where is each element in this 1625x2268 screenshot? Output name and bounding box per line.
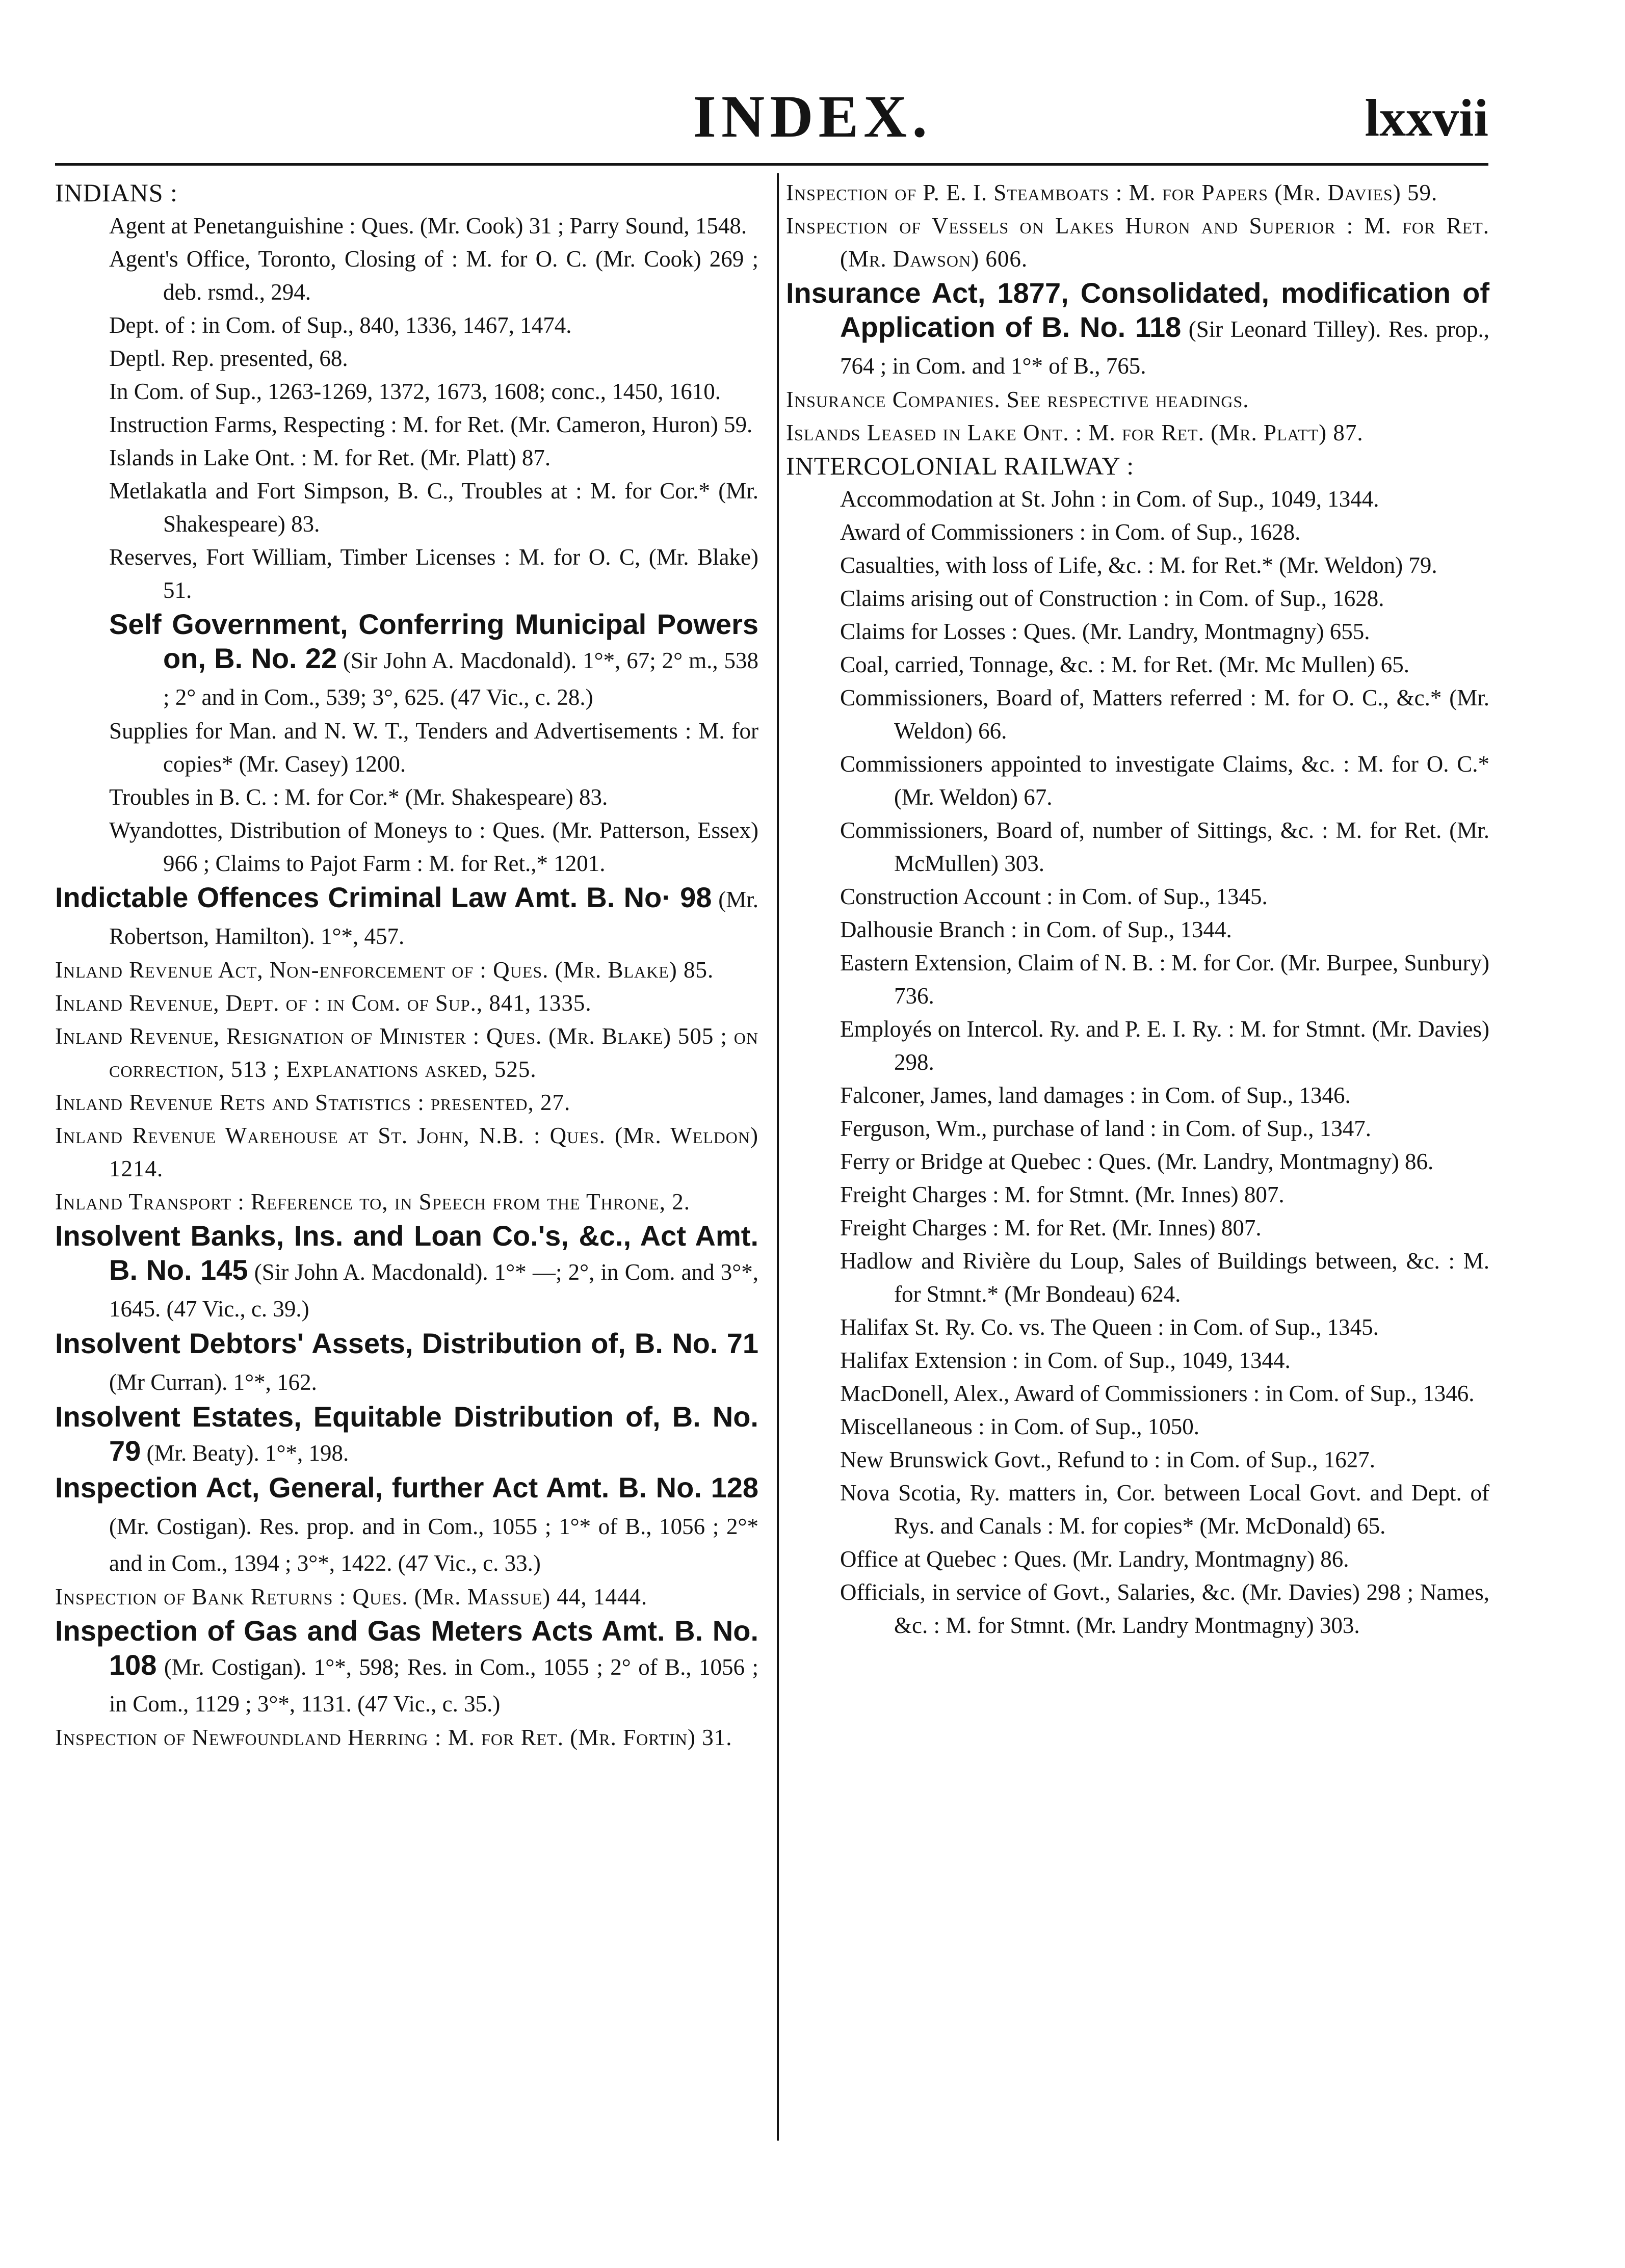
index-entry-text: MacDonell, Alex., Award of Commissioners : in Com. of Sup., 1346. bbox=[840, 1381, 1475, 1406]
index-entry-text: Commissioners appointed to investigate Claims, &c. : M. for O. C.* (Mr. Weldon) 67. bbox=[840, 751, 1489, 810]
index-entry bbox=[786, 549, 1489, 582]
index-entry-text: Officials, in service of Govt., Salaries, &c. (Mr. Davies) 298 ; Names, &c. : M. for Stmnt. (Mr. Landry Montmagny) 303. bbox=[840, 1579, 1489, 1638]
index-entry bbox=[786, 1178, 1489, 1211]
index-entry bbox=[786, 582, 1489, 615]
index-entry bbox=[55, 1219, 758, 1326]
index-entry bbox=[55, 781, 758, 814]
index-entry-text: Insurance Act, 1877, Consolidated, modification of Application of B. No. 118 bbox=[786, 277, 1489, 343]
page-header bbox=[0, 0, 1625, 168]
index-entry bbox=[55, 715, 758, 781]
index-entry-text: Metlakatla and Fort Simpson, B. C., Troubles at : M. for Cor.* (Mr. Shakespeare) 83. bbox=[109, 478, 758, 537]
index-entry-reference: (Mr Curran). 1°*, 162. bbox=[109, 1369, 317, 1395]
index-entry-text: Commissioners, Board of, Matters referred : M. for O. C., &c.* (Mr. Weldon) 66. bbox=[840, 685, 1489, 744]
index-entry bbox=[786, 1476, 1489, 1543]
index-entry-text: Inland Revenue, Resignation of Minister : Ques. (Mr. Blake) 505 ; on correction, 513 ; Explanations asked, 525. bbox=[55, 1023, 758, 1082]
index-entry bbox=[786, 516, 1489, 549]
index-entry-text: Insolvent Debtors' Assets, Distribution of, B. No. 71 bbox=[55, 1327, 758, 1359]
right-column bbox=[786, 176, 1489, 1642]
index-entry bbox=[55, 1326, 758, 1400]
index-entry-text: Supplies for Man. and N. W. T., Tenders and Advertisements : M. for copies* (Mr. Casey) 1200. bbox=[109, 718, 758, 777]
index-entry-text: Instruction Farms, Respecting : M. for Ret. (Mr. Cameron, Huron) 59. bbox=[109, 412, 753, 437]
index-entry-text: Inspection of Bank Returns : Ques. (Mr. Massue) 44, 1444. bbox=[55, 1584, 648, 1610]
index-entry-reference: (Sir John A. Macdonald). 1°* —; 2°, in Com. and 3°*, 1645. (47 Vic., c. 39.) bbox=[109, 1259, 758, 1322]
index-entry-text: Deptl. Rep. presented, 68. bbox=[109, 346, 348, 371]
index-entry bbox=[55, 375, 758, 408]
index-entry bbox=[55, 1086, 758, 1119]
index-entry bbox=[55, 954, 758, 987]
index-entry bbox=[786, 176, 1489, 209]
index-entry bbox=[786, 416, 1489, 450]
left-column bbox=[55, 176, 758, 1754]
index-entry-text: Coal, carried, Tonnage, &c. : M. for Ret. (Mr. Mc Mullen) 65. bbox=[840, 652, 1410, 677]
index-entry-text: Nova Scotia, Ry. matters in, Cor. between Local Govt. and Dept. of Rys. and Canals : M. for copies* (Mr. McDonald) 65. bbox=[840, 1480, 1489, 1539]
index-entry-text: Falconer, James, land damages : in Com. of Sup., 1346. bbox=[840, 1083, 1351, 1108]
index-entry-text: Freight Charges : M. for Stmnt. (Mr. Innes) 807. bbox=[840, 1182, 1285, 1207]
index-entry-text: Islands in Lake Ont. : M. for Ret. (Mr. Platt) 87. bbox=[109, 445, 551, 470]
index-entry-text: Halifax Extension : in Com. of Sup., 1049, 1344. bbox=[840, 1348, 1291, 1373]
index-entry-text: Insolvent Banks, Ins. and Loan Co.'s, &c., Act Amt. B. No. 145 bbox=[55, 1220, 758, 1286]
index-entry-text: Miscellaneous : in Com. of Sup., 1050. bbox=[840, 1414, 1199, 1439]
index-entry-reference: (Mr. Costigan). 1°*, 598; Res. in Com., 1055 ; 2° of B., 1056 ; in Com., 1129 ; 3°*, 1131. (47 Vic., c. 35.) bbox=[109, 1654, 758, 1717]
index-entry bbox=[786, 748, 1489, 814]
index-entry bbox=[55, 1119, 758, 1185]
index-entry bbox=[55, 1721, 758, 1754]
index-entry bbox=[55, 1400, 758, 1470]
index-entry bbox=[786, 880, 1489, 913]
index-entry bbox=[55, 243, 758, 309]
index-entry bbox=[55, 987, 758, 1020]
index-entry-text: Agent at Penetanguishine : Ques. (Mr. Cook) 31 ; Parry Sound, 1548. bbox=[109, 213, 747, 239]
index-entry bbox=[786, 450, 1489, 483]
index-entry-text: Indictable Offences Criminal Law Amt. B. No· 98 bbox=[55, 881, 712, 913]
index-entry bbox=[786, 1245, 1489, 1311]
index-entry-text: Halifax St. Ry. Co. vs. The Queen : in Com. of Sup., 1345. bbox=[840, 1314, 1379, 1340]
index-entry-text: Insurance Companies. See respective headings. bbox=[786, 387, 1249, 412]
index-entry-text: Reserves, Fort William, Timber Licenses : M. for O. C, (Mr. Blake) 51. bbox=[109, 544, 758, 603]
index-entry-text: Inland Revenue Rets and Statistics : presented, 27. bbox=[55, 1090, 571, 1115]
index-entry-text: Inspection of Newfoundland Herring : M. for Ret. (Mr. Fortin) 31. bbox=[55, 1725, 732, 1750]
index-entry bbox=[55, 1580, 758, 1614]
index-entry-text: Construction Account : in Com. of Sup., 1345. bbox=[840, 884, 1268, 909]
index-entry bbox=[786, 1211, 1489, 1245]
index-entry bbox=[786, 1344, 1489, 1377]
index-entry bbox=[55, 309, 758, 342]
index-entry-text: Insolvent Estates, Equitable Distribution of, B. No. 79 bbox=[55, 1401, 758, 1467]
index-entry-reference: (Mr. Costigan). Res. prop. and in Com., 1055 ; 1°* of B., 1056 ; 2°* and in Com., 1394 ; 3°*, 1422. (47 Vic., c. 33.) bbox=[109, 1514, 758, 1576]
index-entry-text: In Com. of Sup., 1263-1269, 1372, 1673, 1608; conc., 1450, 1610. bbox=[109, 379, 721, 404]
index-entry bbox=[55, 1020, 758, 1086]
index-entry bbox=[786, 1311, 1489, 1344]
index-entry bbox=[786, 1377, 1489, 1410]
index-entry-text: Inspection of Gas and Gas Meters Acts Amt. B. No. 108 bbox=[55, 1615, 758, 1681]
index-entry bbox=[786, 1543, 1489, 1576]
index-entry bbox=[55, 342, 758, 375]
index-entry bbox=[786, 1576, 1489, 1642]
index-entry-text: Inland Revenue, Dept. of : in Com. of Sup., 841, 1335. bbox=[55, 990, 592, 1016]
index-entry bbox=[786, 913, 1489, 946]
index-entry-text: Employés on Intercol. Ry. and P. E. I. Ry. : M. for Stmnt. (Mr. Davies) 298. bbox=[840, 1016, 1489, 1075]
index-entry-text: Accommodation at St. John : in Com. of Sup., 1049, 1344. bbox=[840, 486, 1379, 512]
header-rule bbox=[55, 163, 1488, 166]
index-entry bbox=[786, 1443, 1489, 1476]
index-entry-text: Agent's Office, Toronto, Closing of : M. for O. C. (Mr. Cook) 269 ; deb. rsmd., 294. bbox=[109, 246, 758, 305]
index-entry bbox=[55, 1470, 758, 1580]
index-entry bbox=[55, 814, 758, 880]
index-entry bbox=[786, 681, 1489, 748]
index-entry-text: Eastern Extension, Claim of N. B. : M. for Cor. (Mr. Burpee, Sunbury) 736. bbox=[840, 950, 1489, 1009]
column-divider bbox=[777, 173, 779, 2141]
index-entry-text: Self Government, Conferring Municipal Powers on, B. No. 22 bbox=[109, 608, 758, 674]
index-entry bbox=[55, 541, 758, 607]
index-entry-text: Troubles in B. C. : M. for Cor.* (Mr. Shakespeare) 83. bbox=[109, 784, 608, 810]
index-entry bbox=[55, 408, 758, 441]
index-entry bbox=[55, 209, 758, 243]
index-entry-text: Dalhousie Branch : in Com. of Sup., 1344. bbox=[840, 917, 1232, 942]
index-entry-reference: (Mr. Robertson, Hamilton). 1°*, 457. bbox=[109, 887, 759, 949]
index-entry-text: Freight Charges : M. for Ret. (Mr. Innes) 807. bbox=[840, 1215, 1262, 1241]
index-entry bbox=[55, 474, 758, 541]
index-entry bbox=[786, 1079, 1489, 1112]
index-entry-text: INDIANS : bbox=[55, 178, 178, 207]
index-entry-text: INTERCOLONIAL RAILWAY : bbox=[786, 452, 1135, 480]
page-number: lxxvii bbox=[1365, 89, 1488, 147]
index-entry-text: Claims for Losses : Ques. (Mr. Landry, Montmagny) 655. bbox=[840, 619, 1370, 644]
index-entry bbox=[786, 383, 1489, 416]
index-entry bbox=[786, 648, 1489, 681]
index-entry-text: Wyandottes, Distribution of Moneys to : Ques. (Mr. Patterson, Essex) 966 ; Claims to Pajot Farm : M. for Ret.,* 1201. bbox=[109, 817, 758, 876]
index-entry bbox=[786, 615, 1489, 648]
index-entry-text: Dept. of : in Com. of Sup., 840, 1336, 1467, 1474. bbox=[109, 312, 572, 338]
index-entry-text: Inspection of P. E. I. Steamboats : M. for Papers (Mr. Davies) 59. bbox=[786, 180, 1438, 205]
index-entry bbox=[786, 1013, 1489, 1079]
index-entry bbox=[55, 441, 758, 474]
index-entry-text: Claims arising out of Construction : in Com. of Sup., 1628. bbox=[840, 586, 1384, 611]
index-entry bbox=[786, 946, 1489, 1013]
index-entry-text: Office at Quebec : Ques. (Mr. Landry, Montmagny) 86. bbox=[840, 1546, 1349, 1572]
index-entry bbox=[55, 1614, 758, 1721]
index-entry-text: Islands Leased in Lake Ont. : M. for Ret. (Mr. Platt) 87. bbox=[786, 420, 1364, 445]
index-entry bbox=[786, 1410, 1489, 1443]
index-entry bbox=[786, 209, 1489, 276]
index-entry bbox=[55, 1185, 758, 1219]
index-entry-text: Commissioners, Board of, number of Sittings, &c. : M. for Ret. (Mr. McMullen) 303. bbox=[840, 817, 1489, 876]
page-title: INDEX. bbox=[693, 83, 932, 150]
index-entry-text: Casualties, with loss of Life, &c. : M. for Ret.* (Mr. Weldon) 79. bbox=[840, 552, 1437, 578]
index-entry-text: Inspection of Vessels on Lakes Huron and Superior : M. for Ret. (Mr. Dawson) 606. bbox=[786, 213, 1489, 272]
index-entry bbox=[786, 1145, 1489, 1178]
index-entry-text: Inspection Act, General, further Act Amt. B. No. 128 bbox=[55, 1471, 758, 1504]
index-entry-reference: (Sir Leonard Tilley). Res. prop., 764 ; in Com. and 1°* of B., 765. bbox=[840, 317, 1489, 379]
index-entry bbox=[55, 176, 758, 209]
index-entry bbox=[786, 483, 1489, 516]
index-entry-text: Inland Revenue Warehouse at St. John, N.B. : Ques. (Mr. Weldon) 1214. bbox=[55, 1123, 758, 1181]
index-entry-text: Inland Revenue Act, Non-enforcement of : Ques. (Mr. Blake) 85. bbox=[55, 957, 714, 983]
index-entry bbox=[786, 276, 1489, 383]
index-entry-reference: (Mr. Beaty). 1°*, 198. bbox=[141, 1440, 349, 1466]
index-entry bbox=[55, 607, 758, 715]
index-entry-text: Hadlow and Rivière du Loup, Sales of Buildings between, &c. : M. for Stmnt.* (Mr Bondeau) 624. bbox=[840, 1248, 1489, 1307]
index-entry-text: Ferry or Bridge at Quebec : Ques. (Mr. Landry, Montmagny) 86. bbox=[840, 1149, 1434, 1174]
index-entry bbox=[55, 880, 758, 954]
index-entry-text: Award of Commissioners : in Com. of Sup., 1628. bbox=[840, 519, 1301, 545]
index-entry bbox=[786, 1112, 1489, 1145]
index-entry bbox=[786, 814, 1489, 880]
index-entry-reference: (Sir John A. Macdonald). 1°*, 67; 2° m., 538 ; 2° and in Com., 539; 3°, 625. (47 Vic., c. 28.) bbox=[163, 648, 758, 710]
index-entry-text: Inland Transport : Reference to, in Speech from the Throne, 2. bbox=[55, 1189, 690, 1215]
index-entry-text: New Brunswick Govt., Refund to : in Com. of Sup., 1627. bbox=[840, 1447, 1375, 1472]
index-entry-text: Ferguson, Wm., purchase of land : in Com. of Sup., 1347. bbox=[840, 1116, 1372, 1141]
